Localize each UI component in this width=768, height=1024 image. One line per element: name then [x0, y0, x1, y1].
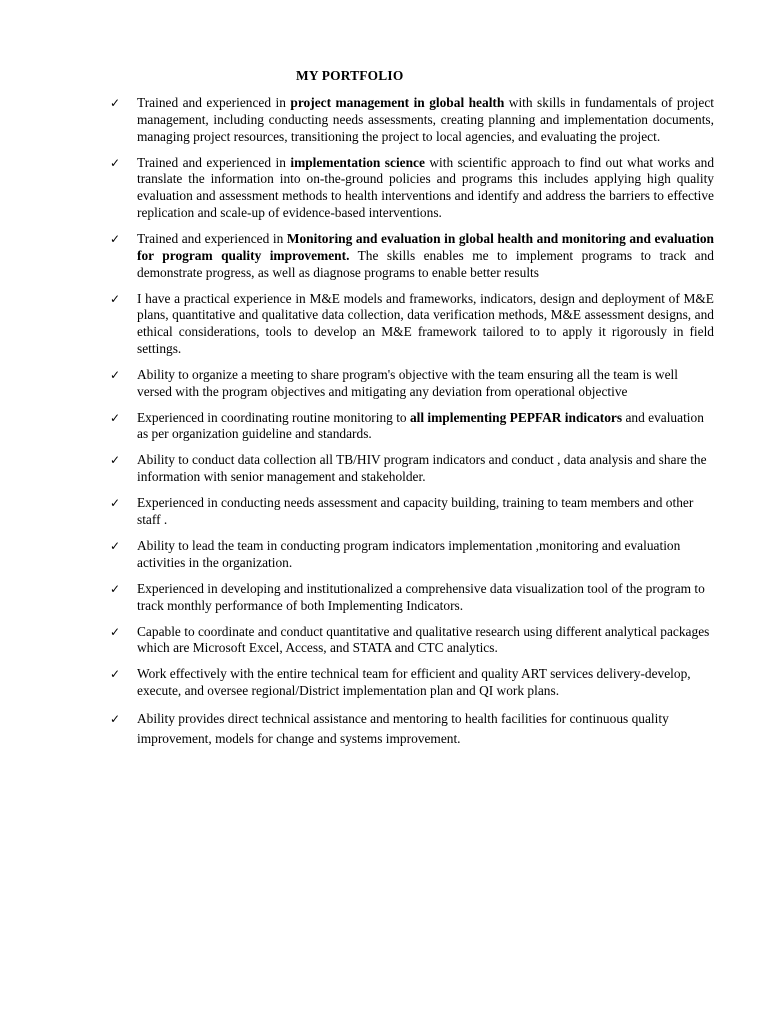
list-item [110, 367, 714, 401]
check-mark-icon: ✓ [110, 667, 121, 682]
check-mark-icon: ✓ [110, 231, 121, 246]
page-title: MY PORTFOLIO [296, 68, 404, 83]
list-item [110, 495, 714, 529]
portfolio-list [110, 95, 714, 758]
check-mark-icon: ✓ [110, 155, 121, 170]
list-item-text: Capable to coordinate and conduct quantitative and qualitative research using different analytical packages which are Microsoft Excel, Access, and STATA and CTC analytics. [137, 623, 710, 656]
list-item [110, 452, 714, 486]
list-item-text: Experienced in developing and institutionalized a comprehensive data visualization tool of the program to track monthly performance of both Implementing Indicators. [137, 580, 705, 613]
list-item-text: Trained and experienced in Monitoring and evaluation in global health and monitoring and evaluation for program quality improvement. The skills enables me to implement programs to track and demonstrate progress, as well as diagnose programs to enable better results [137, 230, 715, 280]
list-item-text: Ability to lead the team in conducting program indicators implementation ,monitoring and evaluation activities in the organization. [137, 538, 681, 570]
list-item-text: Trained and experienced in project management in global health with skills in fundamentals of project management, including conducting needs assessments, creating planning and implementation documents, managing project resources, transitioning the project to local agencies, and evaluating the project. [137, 95, 714, 144]
list-item [110, 624, 714, 658]
check-mark-icon: ✓ [110, 410, 121, 425]
list-item [110, 709, 714, 749]
list-item-text: I have a practical experience in M&E models and frameworks, indicators, design and deployment of M&E plans, quantitative and qualitative data collection, data verification methods, M&E assessment designs, and ethical considerations, tools to develop an M&E framework tailored to to apply it rigorously in field settings. [137, 290, 714, 356]
check-mark-icon: ✓ [110, 453, 121, 468]
check-mark-icon: ✓ [110, 291, 121, 306]
check-mark-icon: ✓ [110, 712, 121, 727]
check-mark-icon: ✓ [110, 367, 121, 382]
check-mark-icon: ✓ [110, 624, 121, 639]
list-item-text: Work effectively with the entire technical team for efficient and quality ART services delivery-develop, execute, and oversee regional/District implementation plan and QI work plans. [137, 666, 691, 699]
list-item [110, 291, 714, 358]
list-item-text: Experienced in conducting needs assessment and capacity building, training to team members and other staff . [137, 495, 694, 528]
list-item-text: Ability to organize a meeting to share program's objective with the team ensuring all the team is well versed with the program objectives and mitigating any deviation from operational objective [137, 366, 678, 399]
list-item-text: Ability to conduct data collection all TB/HIV program indicators and conduct , data analysis and share the information with senior management and stakeholder. [137, 452, 707, 485]
list-item [110, 410, 714, 444]
list-item-text: Experienced in coordinating routine monitoring to all implementing PEPFAR indicators and evaluation as per organization guideline and standards. [137, 409, 704, 442]
list-item [110, 581, 714, 615]
list-item [110, 538, 714, 572]
check-mark-icon: ✓ [110, 496, 121, 511]
list-item [110, 155, 714, 222]
list-item-text: Ability provides direct technical assistance and mentoring to health facilities for continuous quality improvement, models for change and systems improvement. [137, 711, 669, 747]
check-mark-icon: ✓ [110, 96, 121, 110]
list-item [110, 231, 714, 281]
list-item [110, 666, 714, 700]
list-item-text: Trained and experienced in implementation science with scientific approach to find out what works and translate the information into on-the-ground policies and programs this includes applying high quality evaluation and assessment methods to health interventions and identify and address the barriers to effective replication and scale-up of evidence-based interventions. [137, 154, 715, 220]
list-item [110, 95, 714, 145]
check-mark-icon: ✓ [110, 581, 121, 596]
check-mark-icon: ✓ [110, 539, 121, 554]
